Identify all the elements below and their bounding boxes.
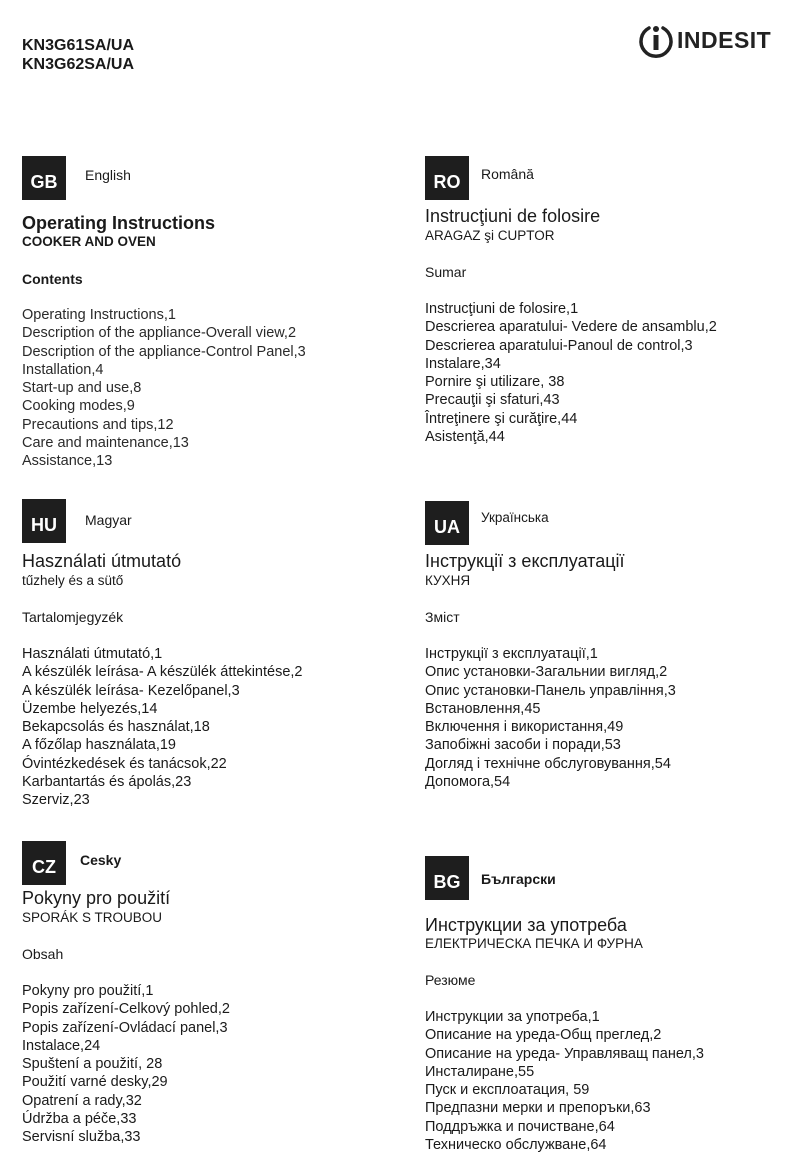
contents-heading: Зміст xyxy=(425,609,460,625)
section-subtitle: SPORÁK S TROUBOU xyxy=(22,910,163,925)
section-subtitle: ЕЛЕКТРИЧЕСКА ПЕЧКА И ФУРНА xyxy=(425,936,643,951)
brand-logo xyxy=(638,20,788,60)
language-name: Українська xyxy=(481,510,549,525)
section-title: Pokyny pro použití xyxy=(22,888,171,908)
section-subtitle: КУХНЯ xyxy=(425,573,471,588)
contents-heading: Резюме xyxy=(425,972,476,988)
toc-item: Поддръжка и почистване,64 xyxy=(425,1118,615,1135)
toc-item: Instalace,24 xyxy=(22,1037,101,1054)
section-subtitle: tűzhely és a sütő xyxy=(22,573,124,588)
toc-item: Použití varné desky,29 xyxy=(22,1074,168,1091)
table-of-contents xyxy=(22,645,302,810)
toc-item: Spuštení a použití, 28 xyxy=(22,1056,163,1073)
language-name: Magyar xyxy=(85,512,132,528)
model-numbers xyxy=(22,36,134,74)
toc-item: Пуск и експлоатация, 59 xyxy=(425,1082,590,1099)
toc-item: Опис установки-Панель управління,3 xyxy=(425,682,676,699)
toc-item: Karbantartás és ápolás,23 xyxy=(22,774,192,791)
toc-item: A főzőlap használata,19 xyxy=(22,737,176,754)
table-of-contents xyxy=(425,300,717,446)
toc-item: Servisní služba,33 xyxy=(22,1129,141,1146)
toc-item: A készülék leírása- Kezelőpanel,3 xyxy=(22,682,240,699)
toc-item: Precautions and tips,12 xyxy=(22,416,174,433)
section-title: Használati útmutató xyxy=(22,551,182,571)
toc-item: Szerviz,23 xyxy=(22,792,90,809)
section-title: Инструкции за употреба xyxy=(425,915,627,935)
toc-item: Asistenţă,44 xyxy=(425,429,505,446)
toc-item: Cooking modes,9 xyxy=(22,398,135,415)
language-name: Cesky xyxy=(80,852,122,868)
toc-item: Предпазни мерки и препоръки,63 xyxy=(425,1100,651,1117)
toc-item: Assistance,13 xyxy=(22,453,113,470)
model-number: KN3G62SA/UA xyxy=(22,56,135,73)
toc-item: Precauţii şi sfaturi,43 xyxy=(425,392,560,409)
language-name: Български xyxy=(481,871,556,887)
contents-heading: Sumar xyxy=(425,264,467,280)
toc-item: Описание на уреда- Управляващ панел,3 xyxy=(425,1045,704,1062)
toc-item: Üzembe helyezés,14 xyxy=(22,700,158,717)
table-of-contents xyxy=(425,1008,704,1154)
toc-item: Pokyny pro použití,1 xyxy=(22,983,154,999)
toc-item: Opatrení a rady,32 xyxy=(22,1092,142,1109)
toc-item: Údržba a péče,33 xyxy=(22,1111,137,1128)
section-subtitle: COOKER AND OVEN xyxy=(22,234,156,249)
table-of-contents xyxy=(22,982,230,1147)
toc-item: Встановлення,45 xyxy=(425,700,541,717)
language-code-badge: RO xyxy=(425,156,469,200)
language-name: English xyxy=(85,167,131,183)
language-code-badge: CZ xyxy=(22,841,66,885)
toc-item: Запобіжні засоби і поради,53 xyxy=(425,737,621,754)
indesit-logo-icon xyxy=(638,20,674,60)
toc-item: Инструкции за употреба,1 xyxy=(425,1009,600,1025)
toc-item: Popis zařízení-Ovládací panel,3 xyxy=(22,1019,228,1036)
language-code-badge: BG xyxy=(425,856,469,900)
section-title: Instrucţiuni de folosire xyxy=(425,206,601,226)
toc-item: Descrierea aparatului- Vedere de ansamblu,2 xyxy=(425,319,717,336)
toc-item: Bekapcsolás és használat,18 xyxy=(22,719,210,736)
contents-heading: Obsah xyxy=(22,946,64,962)
language-code-badge: UA xyxy=(425,501,469,545)
toc-item: Техническо обслужване,64 xyxy=(425,1137,607,1154)
toc-item: Инсталиране,55 xyxy=(425,1063,535,1080)
language-code-badge: GB xyxy=(22,156,66,200)
contents-heading: Tartalomjegyzék xyxy=(22,609,124,625)
language-code-badge: HU xyxy=(22,499,66,543)
toc-item: Használati útmutató,1 xyxy=(22,646,163,662)
toc-item: Pornire şi utilizare, 38 xyxy=(425,374,565,391)
toc-item: Description of the appliance-Overall view,2 xyxy=(22,325,297,342)
toc-item: Instrucţiuni de folosire,1 xyxy=(425,301,579,317)
toc-item: Start-up and use,8 xyxy=(22,380,142,397)
toc-item: Întreţinere şi curăţire,44 xyxy=(425,410,578,427)
contents-heading: Contents xyxy=(22,271,83,287)
toc-item: Óvintézkedések és tanácsok,22 xyxy=(22,755,227,772)
toc-item: Опис установки-Загальнии вигляд,2 xyxy=(425,664,668,681)
section-subtitle: ARAGAZ şi CUPTOR xyxy=(425,228,555,243)
toc-item: Operating Instructions,1 xyxy=(22,307,176,323)
toc-item: Включення і використання,49 xyxy=(425,719,624,736)
toc-item: Popis zařízení-Celkový pohled,2 xyxy=(22,1001,230,1018)
toc-item: Догляд і технічне обслуговування,54 xyxy=(425,755,671,772)
toc-item: Instalare,34 xyxy=(425,355,501,372)
toc-item: Інструкції з експлуатації,1 xyxy=(425,646,598,662)
table-of-contents xyxy=(425,645,676,791)
toc-item: Description of the appliance-Control Panel,3 xyxy=(22,343,306,360)
toc-item: Описание на уреда-Общ преглед,2 xyxy=(425,1027,662,1044)
section-title: Operating Instructions xyxy=(22,213,216,233)
model-number: KN3G61SA/UA xyxy=(22,37,135,54)
toc-item: A készülék leírása- A készülék áttekintése,2 xyxy=(22,664,303,681)
table-of-contents xyxy=(22,306,306,471)
toc-item: Допомога,54 xyxy=(425,774,511,791)
section-title: Інструкції з експлуатації xyxy=(425,551,625,571)
language-name: Română xyxy=(481,166,534,182)
toc-item: Care and maintenance,13 xyxy=(22,435,189,452)
brand-name: INDESIT xyxy=(677,27,772,53)
toc-item: Descrierea aparatului-Panoul de control,3 xyxy=(425,337,693,354)
toc-item: Installation,4 xyxy=(22,361,104,378)
